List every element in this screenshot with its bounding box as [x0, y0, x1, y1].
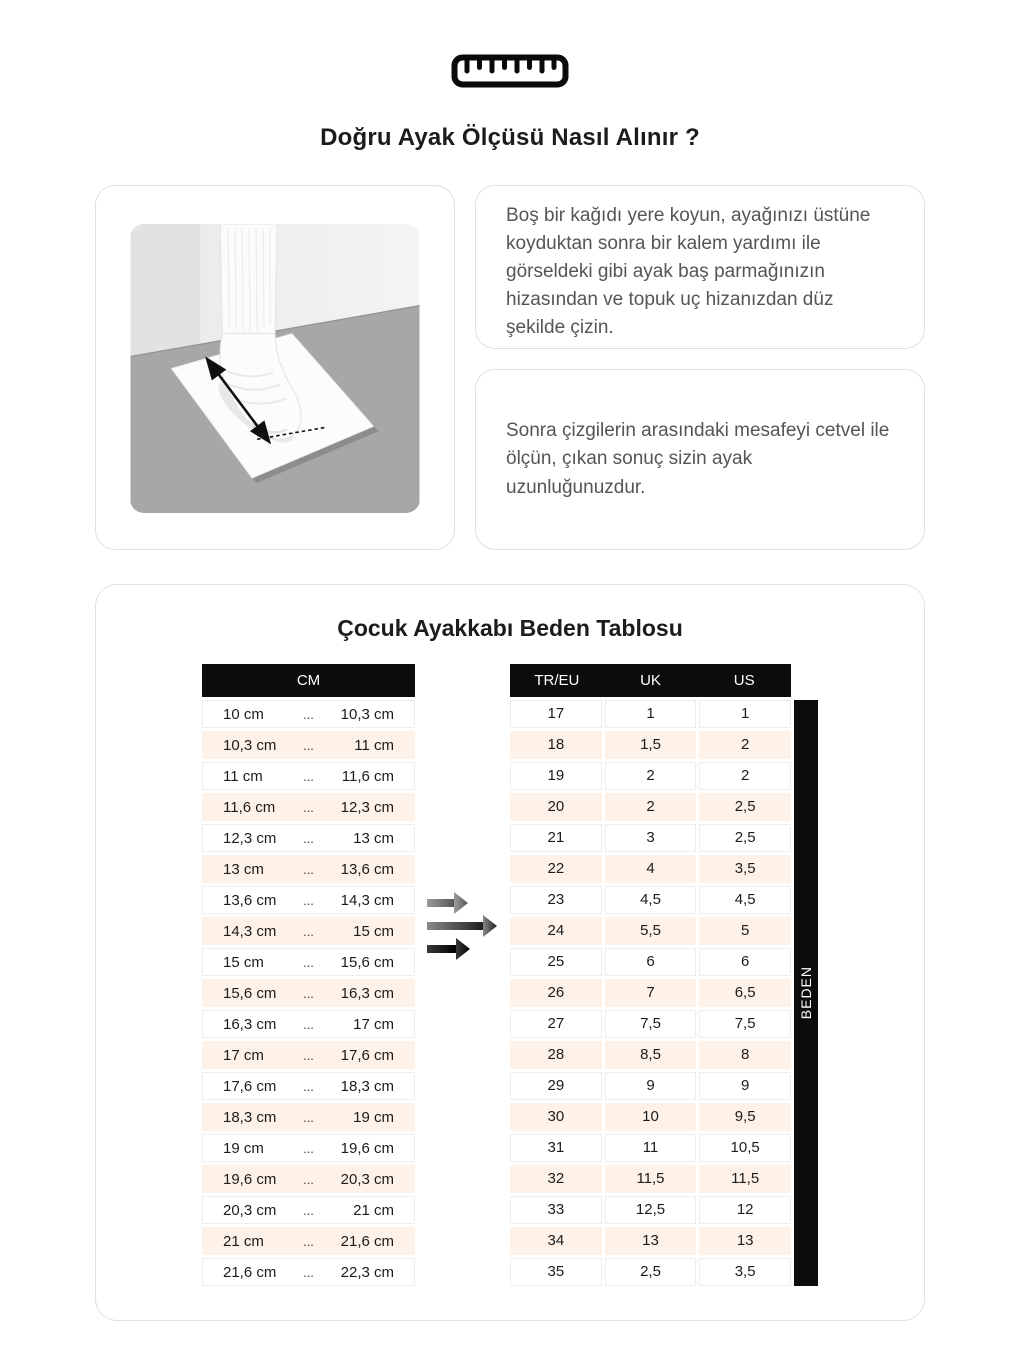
ruler-icon-row [0, 0, 1020, 88]
uk-size-value: 13 [605, 1227, 697, 1255]
treu-size-value: 27 [510, 1010, 602, 1038]
cm-to-value: 11 cm [354, 736, 394, 754]
cm-table-row [202, 762, 415, 790]
transfer-arrows-icon [427, 890, 499, 962]
size-table-row [510, 886, 791, 914]
size-table-row [510, 762, 791, 790]
uk-size-value: 12,5 [605, 1196, 697, 1224]
us-size-value: 8 [699, 1041, 791, 1069]
beden-label: BEDEN [798, 966, 814, 1020]
treu-size-value: 22 [510, 855, 602, 883]
size-table-header-us: US [733, 672, 755, 689]
treu-size-value: 21 [510, 824, 602, 852]
treu-size-value: 29 [510, 1072, 602, 1100]
cm-table-row [202, 1072, 415, 1100]
cm-from-value: 11,6 cm [223, 798, 276, 816]
treu-size-value: 28 [510, 1041, 602, 1069]
uk-size-value: 11,5 [605, 1165, 697, 1193]
cm-table-row [202, 886, 415, 914]
cm-from-value: 15,6 cm [223, 984, 277, 1002]
uk-size-value: 11 [605, 1134, 697, 1162]
treu-size-value: 26 [510, 979, 602, 1007]
cm-range-dots: ... [303, 768, 314, 784]
us-size-value: 13 [699, 1227, 791, 1255]
cm-from-value: 13,6 cm [223, 891, 277, 909]
cm-to-value: 14,3 cm [340, 891, 394, 909]
cm-from-value: 19 cm [223, 1139, 264, 1157]
cm-to-value: 16,3 cm [340, 984, 394, 1002]
size-table-row [510, 979, 791, 1007]
instruction-card-1 [475, 185, 925, 349]
cm-table-row [202, 1196, 415, 1224]
page-title: Doğru Ayak Ölçüsü Nasıl Alınır ? [320, 124, 700, 151]
cm-range-dots: ... [303, 1078, 314, 1094]
cm-table-row [202, 1165, 415, 1193]
cm-from-value: 21,6 cm [223, 1263, 277, 1281]
cm-to-value: 15,6 cm [340, 953, 394, 971]
size-table-row [510, 1041, 791, 1069]
us-size-value: 3,5 [699, 1258, 791, 1286]
us-size-value: 9,5 [699, 1103, 791, 1131]
cm-to-value: 19,6 cm [340, 1139, 394, 1157]
uk-size-value: 7,5 [605, 1010, 697, 1038]
size-table-row [510, 917, 791, 945]
cm-from-value: 18,3 cm [223, 1108, 277, 1126]
instruction-step-1: Boş bir kağıdı yere koyun, ayağınızı üstüne koyduktan sonra bir kalem yardımı ile görseldeki gibi ayak baş parmağınızın hizasından ve topuk uç hizanızdan düz şekilde çizin. [506, 205, 871, 339]
size-table-row [510, 1072, 791, 1100]
measurement-photo-card [95, 185, 455, 550]
section-title: Çocuk Ayakkabı Beden Tablosu [337, 615, 683, 641]
size-table-row [510, 855, 791, 883]
cm-range-dots: ... [303, 1047, 314, 1063]
cm-range-dots: ... [303, 1264, 314, 1280]
cm-table-row [202, 1258, 415, 1286]
cm-range-dots: ... [303, 954, 314, 970]
cm-table-row [202, 1103, 415, 1131]
cm-from-value: 17,6 cm [223, 1077, 277, 1095]
cm-from-value: 20,3 cm [223, 1201, 277, 1219]
cm-range-dots: ... [303, 923, 314, 939]
cm-from-value: 16,3 cm [223, 1015, 277, 1033]
cm-table-row [202, 1134, 415, 1162]
size-table-header-treu: TR/EU [534, 672, 580, 689]
size-table-row [510, 1010, 791, 1038]
size-table-header-uk: UK [640, 672, 661, 689]
cm-to-value: 20,3 cm [340, 1170, 394, 1188]
treu-size-value: 35 [510, 1258, 602, 1286]
cm-from-value: 10 cm [223, 705, 264, 723]
size-table-row [510, 1258, 791, 1286]
size-table-row [510, 1196, 791, 1224]
uk-size-value: 7 [605, 979, 697, 1007]
cm-table-row [202, 855, 415, 883]
instruction-card-2 [475, 369, 925, 550]
cm-table-row [202, 731, 415, 759]
us-size-value: 12 [699, 1196, 791, 1224]
treu-size-value: 30 [510, 1103, 602, 1131]
cm-from-value: 10,3 cm [223, 736, 277, 754]
cm-from-value: 13 cm [223, 860, 264, 878]
cm-table-row [202, 824, 415, 852]
uk-size-value: 4 [605, 855, 697, 883]
size-table-row [510, 824, 791, 852]
cm-table [202, 664, 415, 1289]
us-size-value: 2,5 [699, 793, 791, 821]
us-size-value: 1 [699, 700, 791, 728]
cm-table-header: CM [202, 664, 415, 697]
cm-to-value: 11,6 cm [341, 767, 394, 785]
us-size-value: 7,5 [699, 1010, 791, 1038]
beden-sidebar [794, 700, 818, 1286]
cm-to-value: 17 cm [353, 1015, 394, 1033]
cm-range-dots: ... [303, 1233, 314, 1249]
size-table-section [95, 584, 925, 1321]
uk-size-value: 1,5 [605, 731, 697, 759]
cm-to-value: 13 cm [353, 829, 394, 847]
cm-range-dots: ... [303, 1140, 314, 1156]
cm-range-dots: ... [303, 861, 314, 877]
size-table-row [510, 731, 791, 759]
uk-size-value: 10 [605, 1103, 697, 1131]
cm-range-dots: ... [303, 985, 314, 1001]
size-table-row [510, 948, 791, 976]
cm-table-row [202, 793, 415, 821]
cm-to-value: 17,6 cm [340, 1046, 394, 1064]
cm-table-row [202, 1010, 415, 1038]
treu-size-value: 34 [510, 1227, 602, 1255]
us-size-value: 2,5 [699, 824, 791, 852]
cm-to-value: 21 cm [353, 1201, 394, 1219]
cm-range-dots: ... [303, 799, 314, 815]
treu-size-value: 33 [510, 1196, 602, 1224]
size-tables [96, 664, 924, 1289]
us-size-value: 11,5 [699, 1165, 791, 1193]
size-table-row [510, 1134, 791, 1162]
treu-size-value: 24 [510, 917, 602, 945]
uk-size-value: 3 [605, 824, 697, 852]
us-size-value: 6 [699, 948, 791, 976]
size-table-row [510, 793, 791, 821]
cm-to-value: 22,3 cm [340, 1263, 394, 1281]
cm-range-dots: ... [303, 706, 314, 722]
uk-size-value: 2,5 [605, 1258, 697, 1286]
ruler-icon [451, 54, 569, 88]
cm-table-row [202, 1041, 415, 1069]
us-size-value: 6,5 [699, 979, 791, 1007]
treu-size-value: 20 [510, 793, 602, 821]
cm-range-dots: ... [303, 1109, 314, 1125]
cm-to-value: 19 cm [353, 1108, 394, 1126]
size-table-row [510, 1103, 791, 1131]
cm-from-value: 11 cm [223, 767, 263, 785]
cm-from-value: 19,6 cm [223, 1170, 277, 1188]
uk-size-value: 8,5 [605, 1041, 697, 1069]
treu-size-value: 19 [510, 762, 602, 790]
uk-size-value: 1 [605, 700, 697, 728]
size-table [510, 664, 791, 1289]
uk-size-value: 9 [605, 1072, 697, 1100]
cm-table-row [202, 700, 415, 728]
cm-table-row [202, 979, 415, 1007]
cm-from-value: 21 cm [223, 1232, 264, 1250]
cm-range-dots: ... [303, 892, 314, 908]
foot-measurement-photo [130, 224, 420, 513]
size-table-body [510, 700, 791, 1286]
cm-from-value: 17 cm [223, 1046, 264, 1064]
us-size-value: 10,5 [699, 1134, 791, 1162]
cm-to-value: 12,3 cm [340, 798, 394, 816]
uk-size-value: 4,5 [605, 886, 697, 914]
cm-range-dots: ... [303, 1171, 314, 1187]
cm-range-dots: ... [303, 737, 314, 753]
cm-range-dots: ... [303, 1016, 314, 1032]
size-table-header-row [510, 664, 791, 697]
us-size-value: 2 [699, 731, 791, 759]
uk-size-value: 2 [605, 793, 697, 821]
cm-range-dots: ... [303, 1202, 314, 1218]
uk-size-value: 2 [605, 762, 697, 790]
us-size-value: 2 [699, 762, 791, 790]
cm-range-dots: ... [303, 830, 314, 846]
uk-size-value: 5,5 [605, 917, 697, 945]
instruction-step-2: Sonra çizgilerin arasındaki mesafeyi cetvel ile ölçün, çıkan sonuç sizin ayak uzunluğunuzdur. [506, 420, 890, 498]
cm-to-value: 13,6 cm [340, 860, 394, 878]
instruction-cards-row [95, 185, 925, 550]
size-table-row [510, 700, 791, 728]
table-arrow-spacer [415, 664, 510, 962]
us-size-value: 3,5 [699, 855, 791, 883]
treu-size-value: 32 [510, 1165, 602, 1193]
cm-table-row [202, 1227, 415, 1255]
cm-from-value: 14,3 cm [223, 922, 277, 940]
us-size-value: 9 [699, 1072, 791, 1100]
cm-to-value: 10,3 cm [340, 705, 394, 723]
size-table-row [510, 1227, 791, 1255]
us-size-value: 4,5 [699, 886, 791, 914]
instruction-text-column [475, 185, 925, 550]
treu-size-value: 18 [510, 731, 602, 759]
treu-size-value: 25 [510, 948, 602, 976]
uk-size-value: 6 [605, 948, 697, 976]
cm-from-value: 12,3 cm [223, 829, 277, 847]
cm-table-row [202, 948, 415, 976]
cm-to-value: 18,3 cm [340, 1077, 394, 1095]
treu-size-value: 31 [510, 1134, 602, 1162]
us-size-value: 5 [699, 917, 791, 945]
cm-to-value: 15 cm [353, 922, 394, 940]
cm-table-row [202, 917, 415, 945]
cm-to-value: 21,6 cm [340, 1232, 394, 1250]
cm-table-body [202, 700, 415, 1286]
size-table-row [510, 1165, 791, 1193]
treu-size-value: 17 [510, 700, 602, 728]
treu-size-value: 23 [510, 886, 602, 914]
cm-from-value: 15 cm [223, 953, 264, 971]
